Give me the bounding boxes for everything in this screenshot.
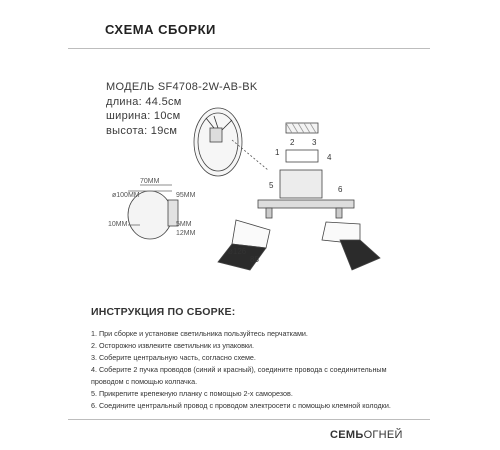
dim-bottom-left: 10MM — [108, 221, 128, 228]
mounting-strip — [280, 123, 322, 198]
instructions-list — [91, 328, 491, 412]
dim-right: 95MM — [176, 192, 196, 199]
callout-6: 6 — [338, 185, 343, 194]
callout-3: 3 — [312, 138, 317, 147]
label-length: 85 — [250, 255, 259, 264]
spotlight-bar — [218, 200, 380, 270]
label-diameter: ø126 — [228, 247, 247, 256]
brand-part-2: ОГНЕЙ — [363, 429, 403, 441]
spec-height: высота: 19см — [106, 124, 178, 137]
instruction-step: проводом с помощью колпачка. — [91, 377, 198, 386]
callout-5: 5 — [269, 181, 274, 190]
spec-width: ширина: 10см — [106, 110, 181, 122]
bottom-divider — [68, 419, 430, 420]
dim-small-1: 5MM — [176, 221, 192, 228]
ceiling-canopy-illustration — [194, 108, 268, 176]
instruction-step: 2. Осторожно извлеките светильник из упаковки. — [91, 341, 255, 350]
instruction-step: 1. При сборке и установке светильника пользуйтесь перчатками. — [91, 329, 308, 338]
callout-4: 4 — [327, 153, 332, 162]
callout-1: 1 — [275, 148, 280, 157]
brand-logo — [330, 429, 403, 441]
dim-top: 70MM — [140, 178, 160, 185]
callout-2: 2 — [290, 138, 295, 147]
instruction-step: 5. Прикрепите крепежную планку с помощью 2-х саморезов. — [91, 389, 293, 398]
brand-part-1: СЕМЬ — [330, 429, 364, 441]
instruction-step: 6. Соедините центральный провод с проводом электросети с помощью клемной колодки. — [91, 401, 391, 410]
page-title: СХЕМА СБОРКИ — [105, 22, 216, 37]
spec-model: МОДЕЛЬ SF4708-2W-AB-BK — [106, 81, 258, 93]
instruction-step: 4. Соберите 2 пучка проводов (синий и красный), соедините провода с соединительным — [91, 365, 387, 374]
spec-length: длина: 44.5см — [106, 95, 182, 108]
instructions-title: ИНСТРУКЦИЯ ПО СБОРКЕ: — [91, 306, 236, 318]
dim-small-2: 12MM — [176, 230, 196, 237]
instruction-step: 3. Соберите центральную часть, согласно схеме. — [91, 353, 256, 362]
dim-left: ø100MM — [112, 192, 140, 199]
